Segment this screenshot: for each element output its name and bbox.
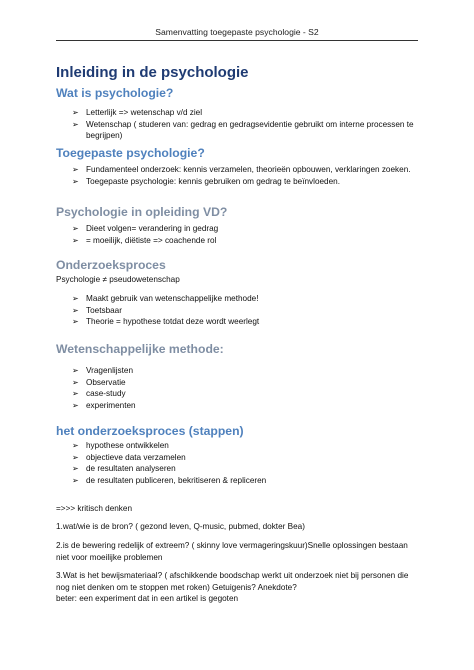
paragraph-bron: 1.wat/wie is de bron? ( gezond leven, Q-music, pubmed, dokter Bea) [56, 522, 305, 531]
list-wetenschappelijke-methode [56, 365, 418, 411]
arrow-bullet-icon: ➢ [72, 119, 79, 129]
list-wat-is-psychologie [56, 107, 418, 142]
heading-onderzoeksproces: Onderzoeksproces [56, 258, 166, 272]
paragraph-experiment: beter: een experiment dat in een artikel is gegoten [56, 594, 239, 603]
list-item: ➢ Wetenschap ( studeren van: gedrag en gedragsevidentie gebruikt om interne processen te begrijpen) [72, 119, 414, 140]
list-item: ➢ objectieve data verzamelen [72, 452, 186, 462]
page-title: Inleiding in de psychologie [56, 64, 249, 81]
list-item: ➢ Toetsbaar [72, 305, 122, 315]
list-item: ➢ hypothese ontwikkelen [72, 441, 169, 450]
arrow-bullet-icon: ➢ [72, 366, 79, 375]
heading-wetenschappelijke-methode: Wetenschappelijke methode: [56, 342, 224, 356]
arrow-bullet-icon: ➢ [72, 176, 79, 186]
paragraph-bewering: 2.is de bewering redelijk of extreem? ( skinny love vermageringskuur)Snelle oplossingen bestaan niet voor moeilijke problemen [56, 541, 408, 562]
arrow-bullet-icon: ➢ [72, 441, 79, 450]
list-item: ➢ Vragenlijsten [72, 366, 134, 375]
arrow-bullet-icon: ➢ [72, 464, 79, 473]
list-item: ➢ Theorie = hypothese totdat deze wordt weerlegt [72, 317, 260, 326]
page-header: Samenvatting toegepaste psychologie - S2 [56, 27, 418, 41]
list-item: ➢ Fundamenteel onderzoek: kennis verzamelen, theorieën opbouwen, verklaringen zoeken. [72, 165, 411, 174]
list-item: ➢ de resultaten publiceren, bekritiseren & repliceren [72, 475, 267, 485]
arrow-bullet-icon: ➢ [72, 452, 79, 462]
heading-wat-is-psychologie: Wat is psychologie? [56, 86, 174, 100]
arrow-bullet-icon: ➢ [72, 400, 79, 410]
list-item: ➢ experimenten [72, 400, 136, 410]
list-onderzoeksproces-stappen [56, 440, 418, 486]
arrow-bullet-icon: ➢ [72, 108, 79, 117]
arrow-bullet-icon: ➢ [72, 235, 79, 245]
arrow-bullet-icon: ➢ [72, 294, 79, 303]
list-item: ➢ Toegepaste psychologie: kennis gebruiken om gedrag te beïnvloeden. [72, 176, 340, 186]
heading-onderzoeksproces-stappen: het onderzoeksproces (stappen) [56, 424, 244, 438]
arrow-bullet-icon: ➢ [72, 224, 79, 233]
onderzoeksproces-intro: Psychologie ≠ pseudowetenschap [56, 275, 180, 284]
arrow-bullet-icon: ➢ [72, 165, 79, 174]
list-item: ➢ Maakt gebruik van wetenschappelijke methode! [72, 294, 259, 303]
list-item: ➢ case-study [72, 389, 126, 398]
heading-toegepaste-psychologie: Toegepaste psychologie? [56, 146, 205, 160]
list-item: ➢ de resultaten analyseren [72, 464, 176, 473]
arrow-bullet-icon: ➢ [72, 305, 79, 315]
list-item: ➢ = moeilijk, diëtiste => coachende rol [72, 235, 217, 245]
list-item: ➢ Letterlijk => wetenschap v/d ziel [72, 108, 203, 117]
list-onderzoeksproces [56, 293, 418, 328]
list-psychologie-in-opleiding [56, 223, 418, 246]
paragraph-bewijsmateriaal: 3.Wat is het bewijsmateriaal? ( afschikkende boodschap werkt uit onderzoek niet bij personen die nog niet denken om te stoppen met roken) Getuigenis? Anekdote? [56, 571, 409, 592]
list-item: ➢ Dieet volgen= verandering in gedrag [72, 224, 219, 233]
arrow-bullet-icon: ➢ [72, 475, 79, 485]
heading-psychologie-in-opleiding: Psychologie in opleiding VD? [56, 205, 228, 219]
arrow-bullet-icon: ➢ [72, 377, 79, 387]
list-item: ➢ Observatie [72, 377, 126, 387]
arrow-bullet-icon: ➢ [72, 317, 79, 326]
list-toegepaste-psychologie [56, 164, 418, 187]
arrow-bullet-icon: ➢ [72, 389, 79, 398]
paragraph-kritisch-denken: =>>> kritisch denken [56, 504, 133, 513]
